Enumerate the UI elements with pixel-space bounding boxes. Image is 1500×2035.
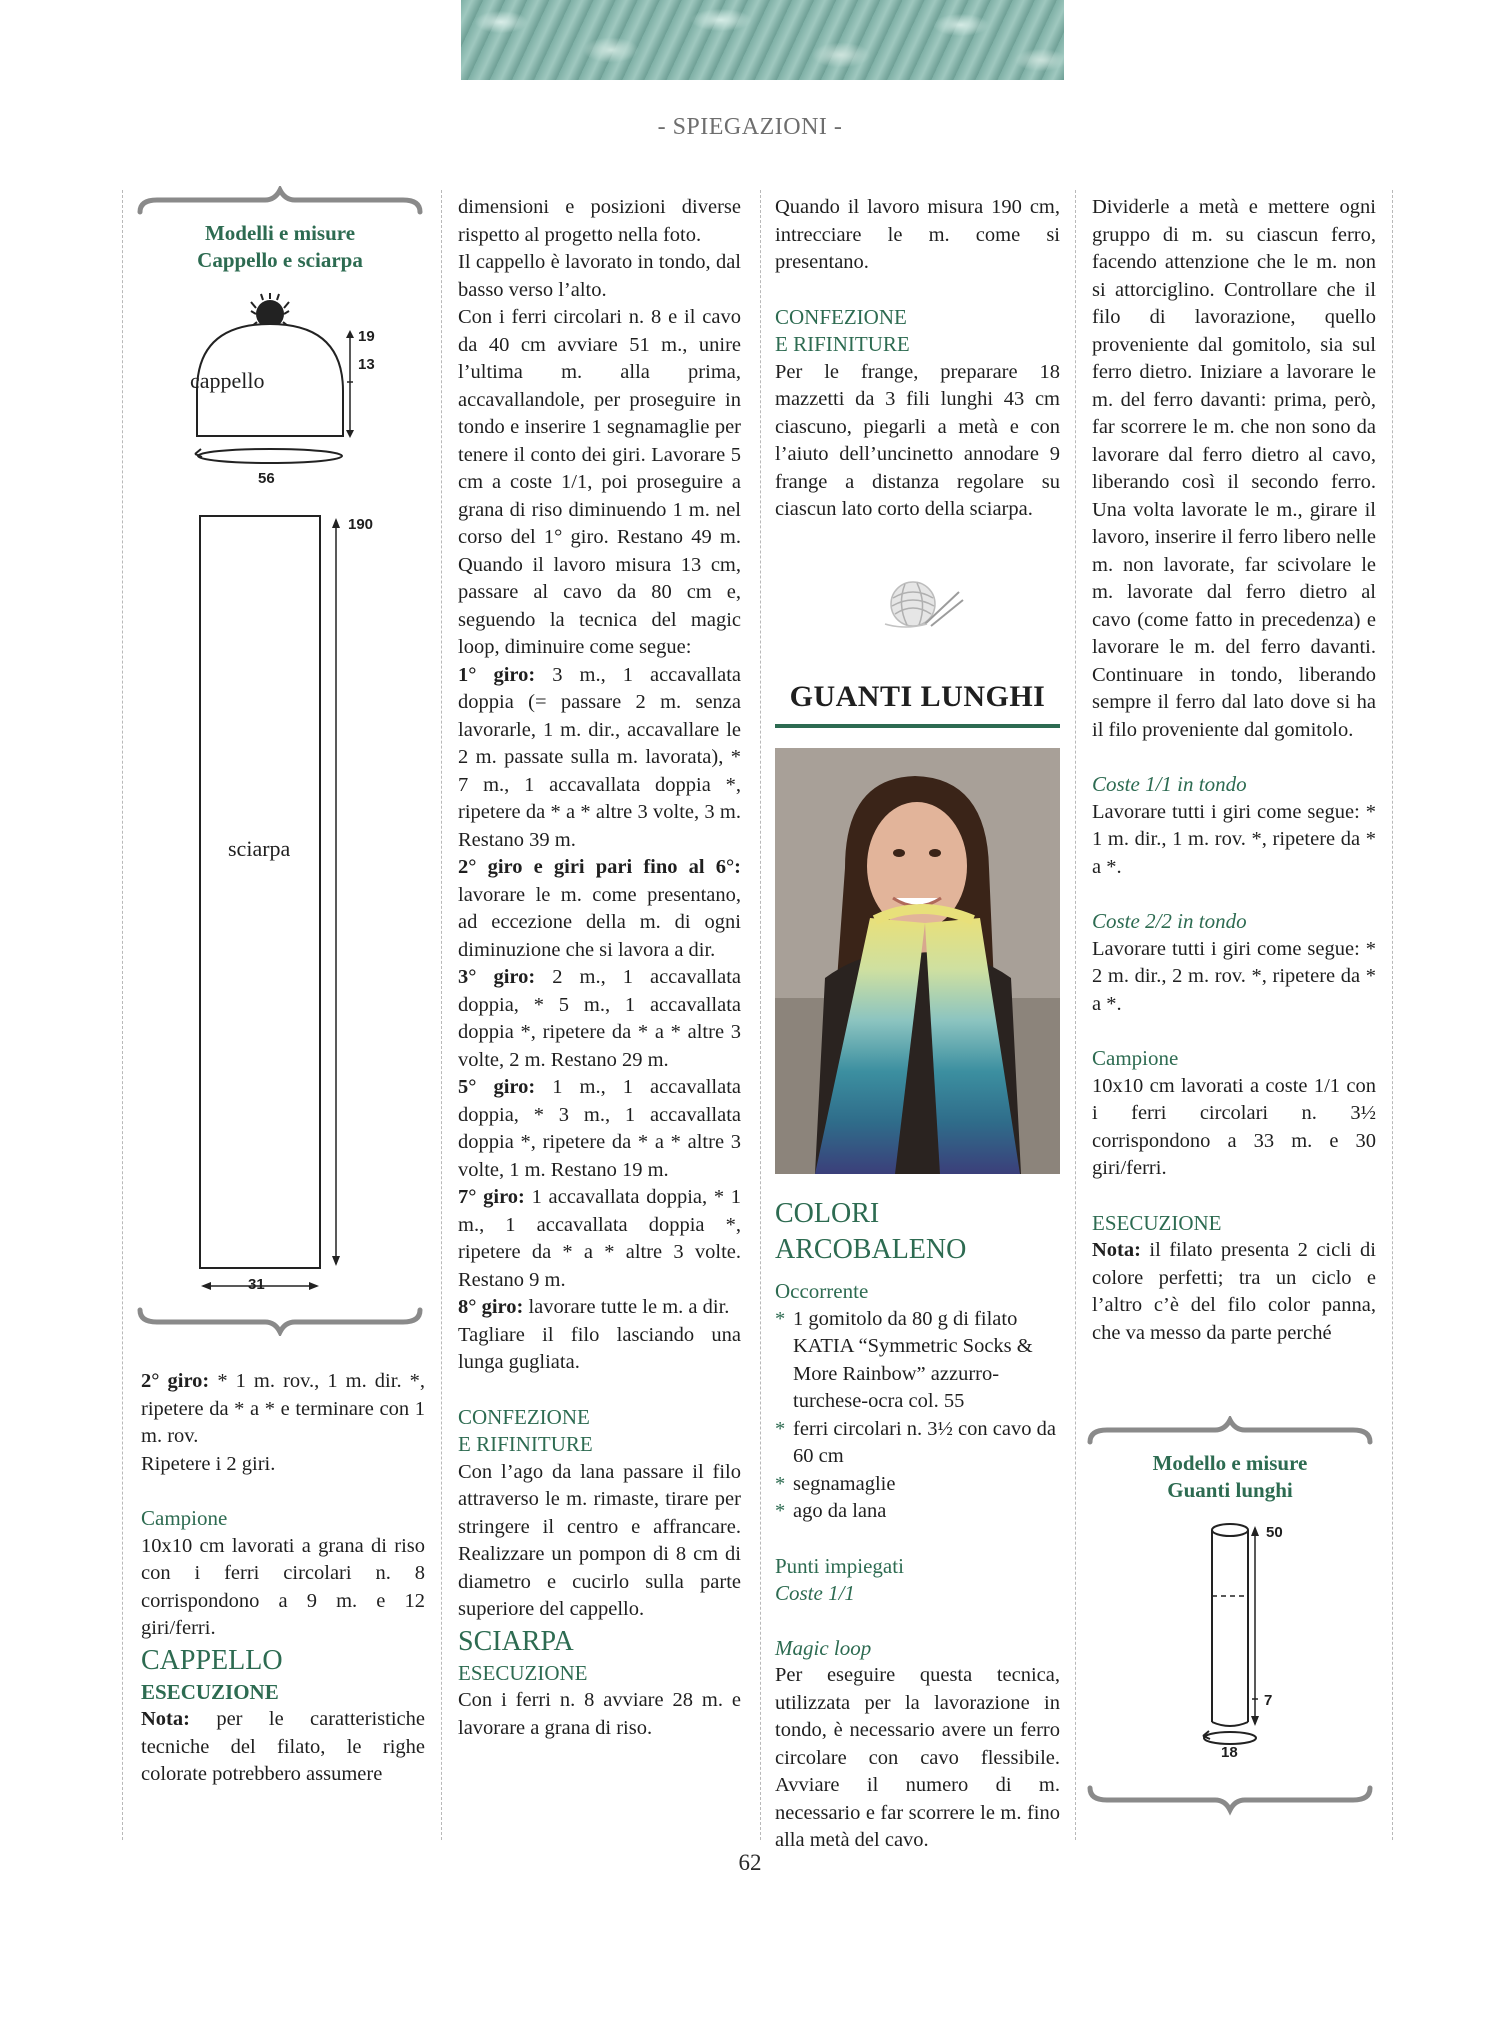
giro2-paragraph xyxy=(141,1368,425,1451)
glove-dim-width: 18 xyxy=(1221,1744,1238,1761)
nota-text: per le caratteristiche tecniche del filato, le righe colorate potrebbero assumere xyxy=(141,1708,425,1785)
occorrente-heading: Occorrente xyxy=(775,1279,869,1303)
confezione-text: Per le frange, preparare 18 mazzetti da 3 fili lunghi 43 cm ciascuno, piegarli a metà e con l’aiuto dell’uncinetto annodare 9 frange a distanza regolare su ciascun lato corto della sciarpa. xyxy=(775,360,1060,520)
hat-label: cappello xyxy=(190,368,265,393)
giro2-6-text: lavorare le m. come presentano, ad eccezione della m. di ogni diminuzione che si lavora a dir. xyxy=(458,883,741,961)
column-3-bottom xyxy=(775,1196,1060,1855)
hat-dim-width: 56 xyxy=(258,470,275,487)
occorrente-item: * ago da lana xyxy=(775,1500,887,1522)
occorrente-item: * 1 gomitolo da 80 g di filato KATIA “Symmetric Socks & More Rainbow” azzurro-turchese-ocra col. 55 xyxy=(775,1307,1033,1412)
box-title-line2: Cappello e sciarpa xyxy=(197,248,363,272)
punti-heading: Punti impiegati xyxy=(775,1553,904,1578)
occorrente-item-text: ferri circolari n. 3½ con cavo da 60 cm xyxy=(793,1417,1056,1467)
occorrente-item-text: ago da lana xyxy=(793,1500,887,1522)
giro2-text: * 1 m. rov., 1 m. dir. *, ripetere da * a * e terminare con 1 m. rov. xyxy=(141,1370,426,1447)
coste22-heading: Coste 2/2 in tondo xyxy=(1092,909,1247,933)
coste11-text: Lavorare tutti i giri come segue: * 1 m. dir., 1 m. rov. *, ripetere da * a *. xyxy=(1092,800,1376,878)
scarf-dim-width: 31 xyxy=(248,1276,265,1293)
sciarpa-heading: SCIARPA xyxy=(458,1625,574,1657)
nota-paragraph xyxy=(1092,1237,1376,1347)
col2-p3: Con i ferri circolari n. 8 e il cavo da 40 cm avviare 51 m., unire l’ultima m. alla prima, accavallandole, per proseguire in tondo e inserire 1 segnamaglie per tenere il conto dei giri. Lavorare 5 cm a coste 1/1, poi proseguire a grana di riso diminuendo 1 m. nel corso del 1° giro. Restano 49 m. Quando il lavoro misura 13 cm, passare al cavo da 80 cm e, seguendo la tecnica del magic loop, diminuire come segue: xyxy=(458,306,741,658)
confezione-heading-line2: E RIFINITURE xyxy=(775,332,910,356)
col2-p4: Tagliare il filo lasciando una lunga gugliata. xyxy=(458,1323,741,1373)
coste22-text: Lavorare tutti i giri come segue: * 2 m. dir., 2 m. rov. *, ripetere da * a *. xyxy=(1092,937,1376,1015)
giro7-label: 7° giro: xyxy=(458,1186,525,1208)
colori-heading: COLORI ARCOBALENO xyxy=(775,1198,967,1265)
campione-text: 10x10 cm lavorati a coste 1/1 con i ferri circolari n. 3½ corrispondono a 33 m. e 30 giri/ferri. xyxy=(1092,1074,1376,1179)
esecuzione-text: Con i ferri n. 8 avviare 28 m. e lavorare a grana di riso. xyxy=(458,1689,741,1739)
campione-heading: Campione xyxy=(1092,1046,1179,1070)
confezione-heading-line1: CONFEZIONE xyxy=(775,304,907,329)
column-3-top xyxy=(775,194,1060,524)
yarn-ball-icon xyxy=(875,572,965,632)
giro3-paragraph xyxy=(458,964,741,1074)
section-title: - SPIEGAZIONI - xyxy=(657,114,843,140)
nota-text: il filato presenta 2 cicli di colore perfetti; tra un ciclo e l’altro c’è del filo color panna, che va messo da parte perché xyxy=(1092,1239,1376,1344)
scarf-label: sciarpa xyxy=(228,836,291,861)
col2-p2: Il cappello è lavorato in tondo, dal basso verso l’alto. xyxy=(458,251,741,301)
glove-dim-top: 50 xyxy=(1266,1524,1283,1541)
box-title-line1: Modelli e misure xyxy=(204,221,356,245)
magic-loop-text: Per eseguire questa tecnica, utilizzata per la lavorazione in tondo, è necessario avere un ferro circolare con cavo flessibile. Avviare il numero di m. necessario e far scorrere le m. fino alla metà del cavo. xyxy=(775,1664,1060,1851)
nota-paragraph xyxy=(141,1706,425,1789)
repeat-text: Ripetere i 2 giri. xyxy=(141,1452,276,1475)
hat-dim-mid: 13 xyxy=(358,356,375,373)
esecuzione-heading: ESECUZIONE xyxy=(458,1660,588,1685)
esecuzione-heading: ESECUZIONE xyxy=(141,1679,279,1704)
giro8-text: lavorare tutte le m. a dir. xyxy=(523,1296,730,1318)
giro2-6-paragraph xyxy=(458,854,741,964)
occorrente-item: * segnamaglie xyxy=(775,1472,896,1495)
col4-p1: Dividerle a metà e mettere ogni gruppo di m. su ciascun ferro, facendo attenzione che le m. non si attorciglino. Controllare che il filo di lavorazione, quello proveniente dal gomitolo, sia sul ferro dietro. Iniziare a lavorare le m. del ferro davanti: prima, però, far scorrere le m. che non sono da lavorare dal ferro dietro al cavo, liberando così il secondo ferro. Una volta lavorate le m., girare il lavoro, inserire il ferro libero nelle m. non lavorate, far scivolare le m. lavorate dal ferro dietro al cavo (come fatto in precedenza) e lavorare le m. del ferro davanti. Continuare in tondo, liberando sempre il ferro dal lato dove si ha il filo proveniente dal gomitolo. xyxy=(1092,196,1376,741)
schematic-box-cappello-sciarpa xyxy=(135,186,435,1336)
glove-dim-bottom: 7 xyxy=(1264,1692,1273,1709)
gloves-photo xyxy=(775,748,1060,1174)
column-divider xyxy=(760,190,761,1840)
column-4 xyxy=(1092,194,1376,1347)
column-divider xyxy=(122,190,123,1840)
coste11-heading: Coste 1/1 in tondo xyxy=(1092,772,1247,796)
giro7-paragraph xyxy=(458,1184,741,1294)
column-2 xyxy=(458,194,741,1742)
box-title-line1: Modello e misure xyxy=(1152,1451,1308,1475)
column-1 xyxy=(141,1368,425,1789)
header-knit-photo xyxy=(461,0,1064,80)
box-title xyxy=(1085,1450,1375,1504)
nota-label: Nota: xyxy=(1092,1239,1141,1261)
confezione-heading-line1: CONFEZIONE xyxy=(458,1404,590,1429)
giro8-label: 8° giro: xyxy=(458,1296,524,1318)
campione-heading: Campione xyxy=(141,1506,228,1530)
hat-dim-top: 19 xyxy=(358,328,375,345)
giro2-label: 2° giro: xyxy=(141,1370,210,1392)
campione-text: 10x10 cm lavorati a grana di riso con i ferri circolari n. 8 corrispondono a 9 m. e 12 giri/ferri. xyxy=(141,1534,425,1639)
page-number: 62 xyxy=(738,1850,762,1875)
confezione-text: Con l’ago da lana passare il filo attraverso le m. rimaste, tirare per stringere il centro e affrancare. Realizzare un pompon di 8 cm di diametro e cucirlo sulla parte superiore del cappello. xyxy=(458,1460,741,1620)
column-divider xyxy=(441,190,442,1840)
giro5-paragraph xyxy=(458,1074,741,1184)
column-divider xyxy=(1075,190,1076,1840)
giro1-text: 3 m., 1 accavallata doppia (= passare 2 m. senza lavorarle, 1 m. dir., accavallare le 2 m. passate sulla m. lavorata), * 7 m., 1 accavallata doppia *, ripetere da * a * altre 3 volte, 3 m. Restano 39 m. xyxy=(458,663,741,851)
column-divider xyxy=(1392,190,1393,1840)
giro5-label: 5° giro: xyxy=(458,1076,536,1098)
box-title-line2: Guanti lunghi xyxy=(1167,1478,1293,1502)
giro3-text: 2 m., 1 accavallata doppia, * 5 m., 1 accavallata doppia *, ripetere da * a * altre 3 volte, 2 m. Restano 29 m. xyxy=(458,966,741,1071)
giro1-label: 1° giro: xyxy=(458,663,536,686)
giro1-paragraph xyxy=(458,662,741,855)
guanti-title: GUANTI LUNGHI xyxy=(789,680,1046,713)
scarf-dim-height: 190 xyxy=(348,516,374,533)
confezione-heading-line2: E RIFINITURE xyxy=(458,1432,593,1456)
giro7-text: 1 accavallata doppia, * 1 m., 1 accavallata doppia *, ripetere da * a * altre 3 volte. Restano 9 m. xyxy=(458,1186,742,1291)
esecuzione-heading: ESECUZIONE xyxy=(1092,1210,1222,1235)
magic-loop-heading: Magic loop xyxy=(775,1635,872,1660)
giro3-label: 3° giro: xyxy=(458,966,536,988)
giro8-paragraph xyxy=(458,1294,741,1322)
occorrente-item-text: segnamaglie xyxy=(793,1472,896,1495)
occorrente-item-text: 1 gomitolo da 80 g di filato KATIA “Symmetric Socks & More Rainbow” azzurro-turchese-ocra col. 55 xyxy=(793,1307,1033,1412)
giro5-text: 1 m., 1 accavallata doppia, * 3 m., 1 accavallata doppia *, ripetere da * a * altre 3 volte, 1 m. Restano 19 m. xyxy=(458,1076,741,1181)
coste-heading: Coste 1/1 xyxy=(775,1581,855,1605)
cappello-heading: CAPPELLO xyxy=(141,1644,283,1676)
giro2-6-label: 2° giro e giri pari fino al 6°: xyxy=(458,856,741,878)
title-underline xyxy=(775,724,1060,728)
occorrente-item: * ferri circolari n. 3½ con cavo da 60 cm xyxy=(775,1417,1056,1467)
col3-p1: Quando il lavoro misura 190 cm, intrecciare le m. come si presentano. xyxy=(775,196,1060,273)
box-title xyxy=(135,220,425,274)
col2-p1: dimensioni e posizioni diverse rispetto al progetto nella foto. xyxy=(458,196,741,246)
nota-label: Nota: xyxy=(141,1708,190,1730)
